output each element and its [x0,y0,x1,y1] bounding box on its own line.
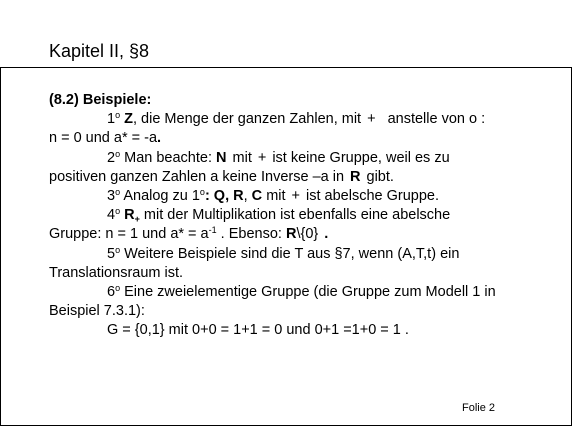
text-run: ist abelsche Gruppe. [306,187,439,204]
ordinal-mark: o [115,148,121,159]
plus-symbol: + [367,111,376,128]
period: . [157,130,162,147]
slide-footer: Folie 2 [462,402,496,414]
item-number: 2 [107,149,116,166]
example-5-line-2 [49,264,559,283]
item-number: 6 [107,283,116,300]
text-run: mit der Multiplikation ist ebenfalls eine abelsche [143,207,451,224]
plus-symbol: + [257,149,267,166]
text-run: anstelle von o : [387,111,486,128]
period: . [324,226,329,243]
text-run: Man beachte: [124,149,212,166]
exponent: -1 [208,225,217,236]
ordinal-mark: o [115,206,121,217]
heading-text: (8.2) Beispiele: [49,92,152,108]
example-4-line-1 [49,206,559,225]
text-run: Analog zu 1 [123,187,200,204]
example-1-line-1 [49,110,559,129]
example-6-line-2 [49,302,559,321]
comma: , [243,187,248,204]
ordinal-mark: o [115,110,121,121]
text-run: ist keine Gruppe, weil es zu [272,149,450,166]
set-symbol-n: N [216,149,227,166]
text-run: Translationsraum ist. [49,264,184,281]
text-run: positiven ganzen Zahlen a keine Inverse –a in [49,168,345,185]
example-heading [49,91,559,110]
text-run: Weitere Beispiele sind die T aus §7, wenn (A,T,t) ein [124,245,460,262]
ordinal-mark: o [199,186,205,197]
subscript-plus: + [134,214,140,225]
example-4-line-2 [49,225,559,244]
example-6-line-3 [49,321,559,340]
set-symbol-z: Z [124,111,133,128]
text-run: \{0} [296,226,319,243]
set-symbols-qr: : Q, R [204,187,244,204]
example-2-line-1 [49,149,559,168]
example-3-line-1 [49,187,559,206]
example-2-line-2 [49,168,559,187]
text-run: . Ebenso: [220,226,282,243]
set-symbol-r: R [350,168,361,185]
ordinal-mark: o [115,282,121,293]
item-number: 4 [107,207,116,224]
text-run: Eine zweielementige Gruppe (die Gruppe zum Modell 1 in [124,283,496,300]
slide-title: Kapitel II, §8 [49,41,150,61]
set-symbol-r: R [285,226,297,243]
text-run: mit [232,149,252,166]
plus-symbol: + [291,187,300,204]
example-6-line-1 [49,283,559,302]
example-1-line-2 [49,129,559,148]
text-run: gibt. [366,168,394,185]
ordinal-mark: o [115,186,121,197]
text-run: G = {0,1} mit 0+0 = 1+1 = 0 und 0+1 =1+0 = 1 . [107,322,409,339]
text-run: , die Menge der ganzen Zahlen, mit [132,111,362,128]
item-number: 3 [107,187,116,204]
set-symbol-c: C [251,187,263,204]
ordinal-mark: o [115,244,121,255]
item-number: 5 [107,245,116,262]
slide-body [49,91,559,340]
text-run: n = 0 und a* = -a [49,130,158,147]
item-number: 1 [107,111,116,128]
set-symbol-r: R [124,207,135,224]
text-run: Beispiel 7.3.1): [49,303,145,320]
text-run: Gruppe: n = 1 und a* = a [49,226,209,243]
example-5-line-1 [49,245,559,264]
text-run: mit [266,187,286,204]
